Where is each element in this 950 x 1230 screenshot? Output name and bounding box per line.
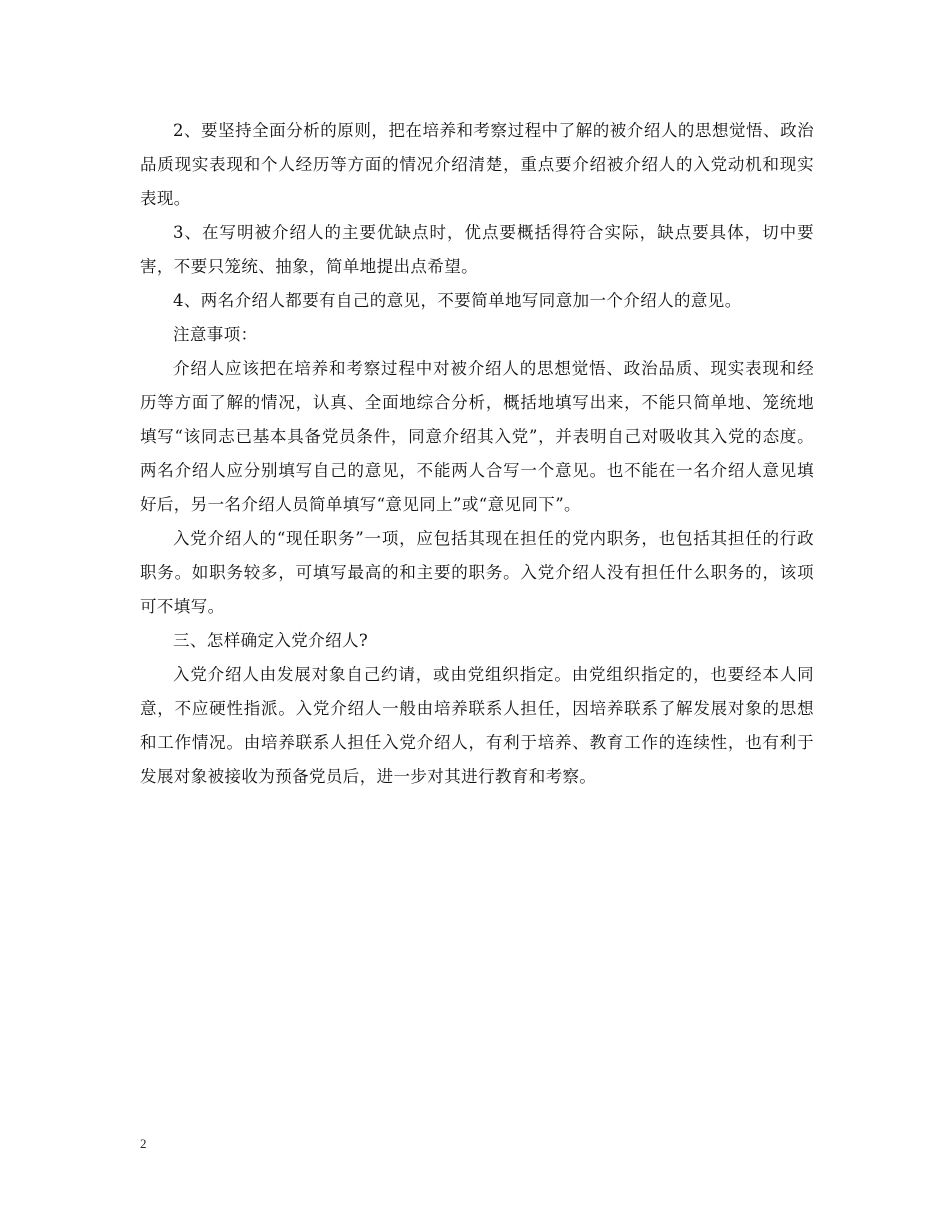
- paragraph-determine-introducer: 入党介绍人由发展对象自己约请，或由党组织指定。由党组织指定的，也要经本人同意，不应硬性指派。入党介绍人一般由培养联系人担任，因培养联系了解发展对象的思想和工作情况。由培养联系人担任入党介绍人，有利于培养、教育工作的连续性，也有利于发展对象被接收为预备党员后，进一步对其进行教育和考察。: [140, 665, 814, 786]
- paragraph-point-3: 3、在写明被介绍人的主要优缺点时，优点要概括得符合实际，缺点要具体，切中要害，不要只笼统、抽象，简单地提出点希望。: [140, 223, 814, 276]
- paragraph-point-2: 2、要坚持全面分析的原则，把在培养和考察过程中了解的被介绍人的思想觉悟、政治品质现实表现和个人经历等方面的情况介绍清楚，重点要介绍被介绍人的入党动机和现实表现。: [140, 121, 814, 208]
- section-heading-3: 三、怎样确定入党介绍人?: [173, 631, 369, 650]
- page-number: 2: [140, 1136, 147, 1151]
- document-body: [140, 114, 814, 794]
- paragraph-current-position: 入党介绍人的“现任职务”一项，应包括其现在担任的党内职务，也包括其担任的行政职务。如职务较多，可填写最高的和主要的职务。入党介绍人没有担任什么职务的，该项可不填写。: [140, 529, 814, 616]
- notes-heading: 注意事项：: [173, 325, 258, 344]
- paragraph-point-4: 4、两名介绍人都要有自己的意见，不要简单地写同意加一个介绍人的意见。: [173, 291, 742, 310]
- paragraph-notes-body: 介绍人应该把在培养和考察过程中对被介绍人的思想觉悟、政治品质、现实表现和经历等方面了解的情况，认真、全面地综合分析，概括地填写出来，不能只简单地、笼统地填写“该同志已基本具备党员条件，同意介绍其入党”，并表明自己对吸收其入党的态度。两名介绍人应分别填写自己的意见，不能两人合写一个意见。也不能在一名介绍人意见填好后，另一名介绍人员简单填写“意见同上”或“意见同下”。: [140, 359, 814, 514]
